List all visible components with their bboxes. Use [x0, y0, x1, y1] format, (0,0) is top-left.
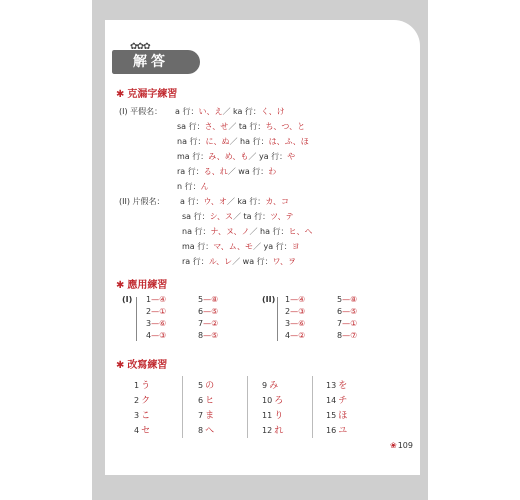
- pair-number: 1: [146, 295, 152, 304]
- pair-dash: —: [203, 331, 212, 340]
- group-label-1: (I): [122, 295, 133, 304]
- item-number: 7: [198, 411, 204, 420]
- row-label: ma 行：: [182, 242, 214, 251]
- pair-dash: —: [290, 307, 299, 316]
- pair-number: 3: [285, 319, 291, 328]
- item-number: 16: [326, 426, 337, 435]
- item-number: 4: [134, 426, 140, 435]
- pair-number: 5: [198, 295, 204, 304]
- pair-dash: —: [151, 319, 160, 328]
- hiragana-row: [177, 182, 209, 192]
- section-title-cloze: ✱ 克漏字練習: [116, 89, 178, 100]
- pair-answer: ⑤: [211, 331, 219, 340]
- answer-pair: [198, 307, 218, 316]
- flower-icon: ❀: [390, 441, 397, 450]
- pair-number: 1: [285, 295, 291, 304]
- group-bar-1: [136, 297, 137, 341]
- item-number: 12: [262, 426, 273, 435]
- pair-answer: ②: [211, 319, 219, 328]
- pair-dash: —: [290, 331, 299, 340]
- row-answer: ヒ、ヘ: [288, 227, 313, 236]
- badge-decoration-icon: ✿✿✿: [130, 42, 150, 52]
- item-number: 2: [134, 396, 140, 405]
- pair-dash: —: [342, 331, 351, 340]
- section-title-application: ✱ 應用練習: [116, 280, 168, 291]
- row-answer: は、ふ、ほ: [268, 137, 309, 146]
- row-label: a 行：: [180, 197, 204, 206]
- pair-answer: ⑤: [350, 307, 358, 316]
- item-kana: ヒ: [205, 396, 215, 406]
- pair-answer: ③: [298, 307, 306, 316]
- pair-answer: ④: [159, 295, 167, 304]
- pair-dash: —: [151, 331, 160, 340]
- row-answer: ウ、オ: [203, 197, 227, 206]
- hiragana-row: [177, 152, 295, 162]
- row-label: ／ wa 行：: [227, 167, 269, 176]
- pair-number: 2: [146, 307, 152, 316]
- pair-dash: —: [203, 307, 212, 316]
- row-label: ra 行：: [182, 257, 209, 266]
- rewrite-item: [198, 423, 214, 436]
- item-kana: れ: [274, 426, 284, 436]
- row-label: na 行：: [182, 227, 211, 236]
- row-answer: ツ、テ: [270, 212, 294, 221]
- item-kana: み: [269, 381, 279, 391]
- pair-answer: ⑧: [350, 295, 358, 304]
- katakana-row: [182, 227, 312, 237]
- hiragana-row: [175, 107, 285, 117]
- item-number: 11: [262, 411, 273, 420]
- row-answer: わ: [268, 167, 277, 176]
- pair-dash: —: [342, 319, 351, 328]
- answer-pair: [337, 319, 357, 328]
- group-bar-2: [277, 297, 278, 341]
- pair-answer: ⑤: [211, 307, 219, 316]
- row-answer: に、ぬ: [205, 137, 230, 146]
- pair-dash: —: [342, 295, 351, 304]
- rewrite-item: [326, 408, 347, 421]
- column-divider: [247, 376, 248, 438]
- page-title: 解答: [133, 54, 169, 70]
- row-answer: ん: [200, 182, 209, 191]
- answer-pair: [146, 295, 166, 304]
- item-kana: ほ: [338, 411, 348, 421]
- item-number: 6: [198, 396, 204, 405]
- pair-number: 7: [337, 319, 343, 328]
- item-kana: チ: [338, 396, 348, 406]
- row-label: ／ ha 行：: [229, 137, 269, 146]
- row-answer: ち、つ、と: [265, 122, 306, 131]
- rewrite-item: [198, 408, 214, 421]
- rewrite-item: [262, 378, 278, 391]
- row-label: sa 行：: [177, 122, 205, 131]
- pair-answer: ⑦: [350, 331, 358, 340]
- row-label: ／ ka 行：: [226, 197, 266, 206]
- pair-dash: —: [290, 295, 299, 304]
- item-kana: の: [205, 381, 215, 391]
- pair-dash: —: [290, 319, 299, 328]
- katakana-row: [182, 242, 300, 252]
- row-answer: る、れ: [203, 167, 228, 176]
- item-number: 5: [198, 381, 204, 390]
- row-answer: ワ、ヲ: [272, 257, 297, 266]
- item-kana: ま: [205, 411, 215, 421]
- pair-number: 4: [146, 331, 152, 340]
- row-answer: み、め、も: [208, 152, 249, 161]
- answer-pair: [337, 331, 357, 340]
- item-kana: ユ: [338, 426, 348, 436]
- pair-dash: —: [203, 295, 212, 304]
- item-kana: ク: [141, 396, 151, 406]
- pair-answer: ①: [350, 319, 358, 328]
- rewrite-item: [198, 378, 214, 391]
- row-label: ／ ta 行：: [228, 122, 266, 131]
- pair-number: 3: [146, 319, 152, 328]
- column-divider: [312, 376, 313, 438]
- row-answer: カ、コ: [265, 197, 289, 206]
- rewrite-item: [134, 378, 150, 391]
- answer-pair: [285, 331, 305, 340]
- katakana-row: [182, 212, 294, 222]
- pair-answer: ③: [159, 331, 167, 340]
- pair-dash: —: [151, 295, 160, 304]
- row-label: ／ ha 行：: [249, 227, 289, 236]
- row-answer: シ、ス: [209, 212, 233, 221]
- item-number: 8: [198, 426, 204, 435]
- row-label: n 行：: [177, 182, 201, 191]
- item-kana: へ: [205, 426, 215, 436]
- pair-answer: ①: [159, 307, 167, 316]
- katakana-row: [180, 197, 289, 207]
- pair-answer: ④: [298, 295, 306, 304]
- hiragana-row: [177, 137, 309, 147]
- answer-pair: [198, 295, 218, 304]
- rewrite-item: [134, 393, 150, 406]
- row-answer: ナ、ヌ、ノ: [210, 227, 250, 236]
- answer-pair: [285, 295, 305, 304]
- item-number: 14: [326, 396, 337, 405]
- pair-number: 8: [198, 331, 204, 340]
- answer-pair: [146, 307, 166, 316]
- hiragana-row: [177, 167, 276, 177]
- item-number: 1: [134, 381, 140, 390]
- star-icon: ✱: [116, 360, 125, 371]
- hiragana-row: [177, 122, 305, 132]
- pair-answer: ⑥: [298, 319, 306, 328]
- row-answer: ヨ: [291, 242, 300, 251]
- answer-pair: [198, 331, 218, 340]
- hiragana-label: (I) 平假名：: [119, 107, 163, 116]
- row-label: ／ ka 行：: [222, 107, 261, 116]
- row-label: ma 行：: [177, 152, 209, 161]
- section-title-rewrite: ✱ 改寫練習: [116, 360, 168, 371]
- row-label: na 行：: [177, 137, 206, 146]
- group-label-2: (II): [262, 295, 276, 304]
- row-answer: さ、せ: [204, 122, 229, 131]
- row-label: ／ ya 行：: [248, 152, 288, 161]
- rewrite-item: [134, 408, 150, 421]
- rewrite-item: [198, 393, 214, 406]
- row-label: ra 行：: [177, 167, 204, 176]
- row-label: ／ wa 行：: [232, 257, 273, 266]
- pair-number: 8: [337, 331, 343, 340]
- answer-pair: [337, 307, 357, 316]
- answer-pair: [285, 307, 305, 316]
- answer-header-badge: [112, 42, 200, 74]
- item-kana: セ: [141, 426, 151, 436]
- rewrite-item: [262, 393, 283, 406]
- star-icon: ✱: [116, 89, 125, 100]
- rewrite-item: [262, 408, 283, 421]
- pair-number: 4: [285, 331, 291, 340]
- katakana-label: (II) 片假名：: [119, 197, 165, 206]
- pair-number: 5: [337, 295, 343, 304]
- pair-answer: ⑥: [159, 319, 167, 328]
- rewrite-item: [326, 393, 347, 406]
- pair-number: 6: [337, 307, 343, 316]
- row-label: a 行：: [175, 107, 199, 116]
- item-kana: り: [274, 411, 284, 421]
- item-number: 10: [262, 396, 273, 405]
- column-divider: [182, 376, 183, 438]
- row-answer: や: [287, 152, 296, 161]
- answer-pair: [146, 331, 166, 340]
- pair-dash: —: [151, 307, 160, 316]
- pair-answer: ⑧: [211, 295, 219, 304]
- star-icon: ✱: [116, 280, 125, 291]
- row-answer: ル、レ: [208, 257, 233, 266]
- katakana-row: [182, 257, 296, 267]
- row-answer: く、け: [260, 107, 285, 116]
- row-answer: マ、ム、モ: [213, 242, 254, 251]
- pair-answer: ②: [298, 331, 306, 340]
- rewrite-item: [326, 423, 347, 436]
- item-kana: う: [141, 381, 151, 391]
- rewrite-item: [134, 423, 150, 436]
- row-label: ／ ta 行：: [233, 212, 271, 221]
- item-number: 15: [326, 411, 337, 420]
- rewrite-item: [262, 423, 283, 436]
- answer-pair: [198, 319, 218, 328]
- pair-number: 6: [198, 307, 204, 316]
- pair-number: 2: [285, 307, 291, 316]
- item-kana: ろ: [274, 396, 284, 406]
- answer-pair: [285, 319, 305, 328]
- item-kana: を: [338, 381, 348, 391]
- pair-number: 7: [198, 319, 204, 328]
- row-label: ／ ya 行：: [253, 242, 292, 251]
- pair-dash: —: [203, 319, 212, 328]
- item-number: 13: [326, 381, 337, 390]
- rewrite-item: [326, 378, 347, 391]
- answer-pair: [146, 319, 166, 328]
- item-number: 3: [134, 411, 140, 420]
- item-number: 9: [262, 381, 268, 390]
- row-answer: い、え: [198, 107, 223, 116]
- row-label: sa 行：: [182, 212, 210, 221]
- page-number: ❀109: [390, 441, 413, 450]
- pair-dash: —: [342, 307, 351, 316]
- answer-pair: [337, 295, 357, 304]
- item-kana: こ: [141, 411, 151, 421]
